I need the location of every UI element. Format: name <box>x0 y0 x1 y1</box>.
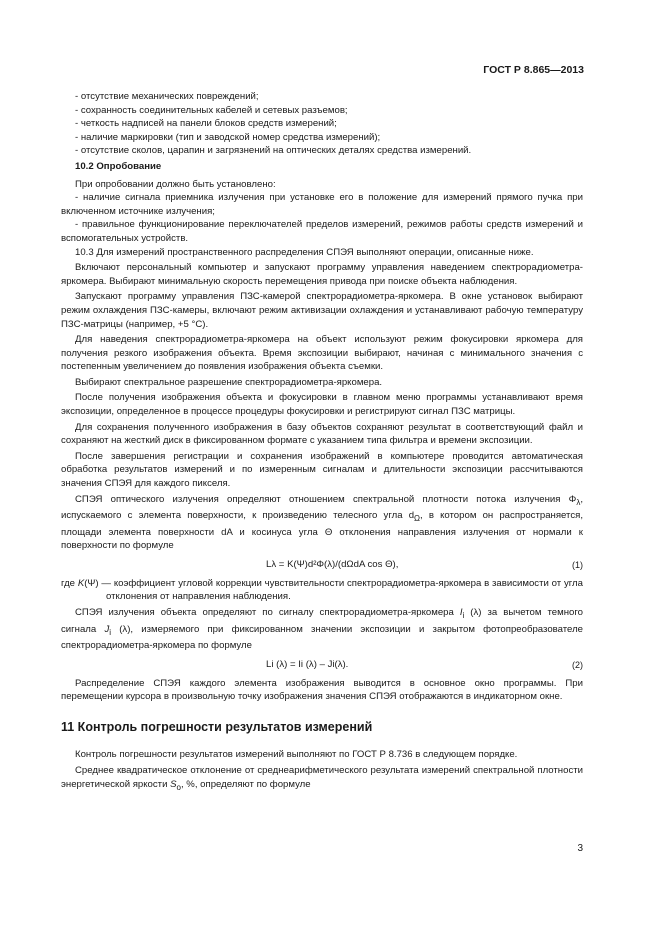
document-id: ГОСТ Р 8.865—2013 <box>483 64 584 76</box>
page-body <box>61 90 583 794</box>
formula-2 <box>61 656 583 674</box>
bullet-item: - наличие маркировки (тип и заводской номер средства измерений); <box>75 131 381 143</box>
text-run: , %, определяют по формуле <box>180 778 311 790</box>
paragraph: Включают персональный компьютер и запускают программу управления наведением спектрорадиометра-яркомера. Выбирают минимальную скорость перемещения привода при поиске объекта наблюдения. <box>61 262 583 287</box>
formula-expression: Lλ = K(Ψ)d²Φ(λ)/(dΩdA cos Θ), <box>266 558 399 570</box>
text-run: , испускаемого с элемента поверхности, к произведению телесного угла d <box>61 493 583 522</box>
subscript: i <box>462 610 465 620</box>
variable: J <box>104 623 110 635</box>
text-run: (λ), измеряемого при фиксированном значении экспозиции и закрытом фотопреобразователе спектрорадиометра-яркомера по формуле <box>61 623 584 651</box>
text-run: (Ψ) — коэффициент угловой коррекции чувствительности спектрорадиометра-яркомера в зависимости от угла отклонения от направления наблюдения. <box>84 577 583 603</box>
text-run: СПЭЯ излучения объекта определяют по сигналу спектрорадиометра-яркомера <box>75 607 460 618</box>
paragraph: - правильное функционирование переключателей пределов измерений, режимов работы средств измерений и вспомогательных устройств. <box>61 219 583 244</box>
paragraph <box>61 606 583 653</box>
bullet-item: - отсутствие сколов, царапин и загрязнений на оптических деталях средства измерений. <box>75 145 472 157</box>
text-run: (λ) за вычетом темного сигнала <box>61 607 583 635</box>
formula-expression: Li (λ) = Ii (λ) – Ji(λ). <box>266 658 349 670</box>
paragraph <box>61 764 583 794</box>
text-run: Среднее квадратическое отклонение от среднеарифметического результата измерений спектральной плотности энергетической яркости <box>61 764 583 790</box>
variable: I <box>459 607 463 618</box>
paragraph: Контроль погрешности результатов измерений выполняют по ГОСТ Р 8.736 в следующем порядке. <box>75 749 518 761</box>
bullet-item: - сохранность соединительных кабелей и сетевых разъемов; <box>75 104 348 116</box>
subscript: i <box>109 627 112 637</box>
paragraph: - наличие сигнала приемника излучения при установке его в положение для измерений прямого пучка при включенном источнике излучения; <box>61 192 583 217</box>
formula-number: (2) <box>572 659 583 670</box>
text-run: , в котором он распространяется, площади элемента поверхности dA и косинуса угла Θ отклонения направления излучения от нормали к поверхности по формуле <box>61 510 583 552</box>
formula-explanation <box>61 577 583 604</box>
paragraph: После завершения регистрации и сохранения изображений в компьютере проводится автоматическая обработка результатов измерений и по измеренным сигналам и длительности экспозиции рассчитываются значения СПЭЯ для каждого пикселя. <box>61 450 583 490</box>
paragraph: 10.3 Для измерений пространственного распределения СПЭЯ выполняют операции, описанные ниже. <box>75 246 534 258</box>
bullet-item: - четкость надписей на панели блоков средств измерений; <box>75 118 337 130</box>
paragraph: Запускают программу управления ПЗС-камерой спектрорадиометра-яркомера. В окне установок выбирают режим охлаждения ПЗС-камеры, включают режим активизации охлаждения и устанавливают рабочую температуру ПЗС-матрицы (например, +5 °C). <box>61 291 583 330</box>
variable: S <box>170 778 177 790</box>
subscript: o <box>176 782 181 792</box>
text-run: где <box>61 577 78 589</box>
paragraph: Выбирают спектральное разрешение спектрорадиометра-яркомера. <box>75 376 383 388</box>
bullet-item: - отсутствие механических повреждений; <box>75 91 259 102</box>
paragraph: После получения изображения объекта и фокусировки в главном меню программы устанавливают время экспозиции, определенное в процессе процедуры фокусировки и регистрируют сигнал ПЗС матрицы. <box>61 392 583 418</box>
paragraph <box>61 493 583 553</box>
page-number: 3 <box>577 843 583 854</box>
subsection-heading: 10.2 Опробование <box>75 160 162 172</box>
formula-number: (1) <box>572 559 583 570</box>
paragraph: При опробовании должно быть установлено: <box>75 178 276 190</box>
variable: K <box>77 577 85 589</box>
text-run: СПЭЯ оптического излучения определяют отношением спектральной плотности потока излучения Φ <box>75 493 577 505</box>
subscript: Ω <box>414 514 421 524</box>
formula-1 <box>61 556 583 574</box>
subscript: λ <box>576 497 581 507</box>
paragraph: Для сохранения полученного изображения в базу объектов сохраняют результат в соответствующий файл и сохраняют на жесткий диск в фиксированном формате с указанием типа фильтра и времени экспозиции. <box>61 421 583 447</box>
paragraph: Распределение СПЭЯ каждого элемента изображения выводится в основное окно программы. При перемещении курсора в произвольную точку изображения значения СПЭЯ отображаются в индикаторном окне. <box>61 677 583 703</box>
section-heading: 11 Контроль погрешности результатов измерений <box>61 719 373 734</box>
paragraph: Для наведения спектрорадиометра-яркомера на объект используют режим фокусировки яркомера для получения резкого изображения объекта. Время экспозиции выбирают, начиная с минимального значения с постепенным увеличением до появления изображения объекта съемки. <box>61 334 583 373</box>
